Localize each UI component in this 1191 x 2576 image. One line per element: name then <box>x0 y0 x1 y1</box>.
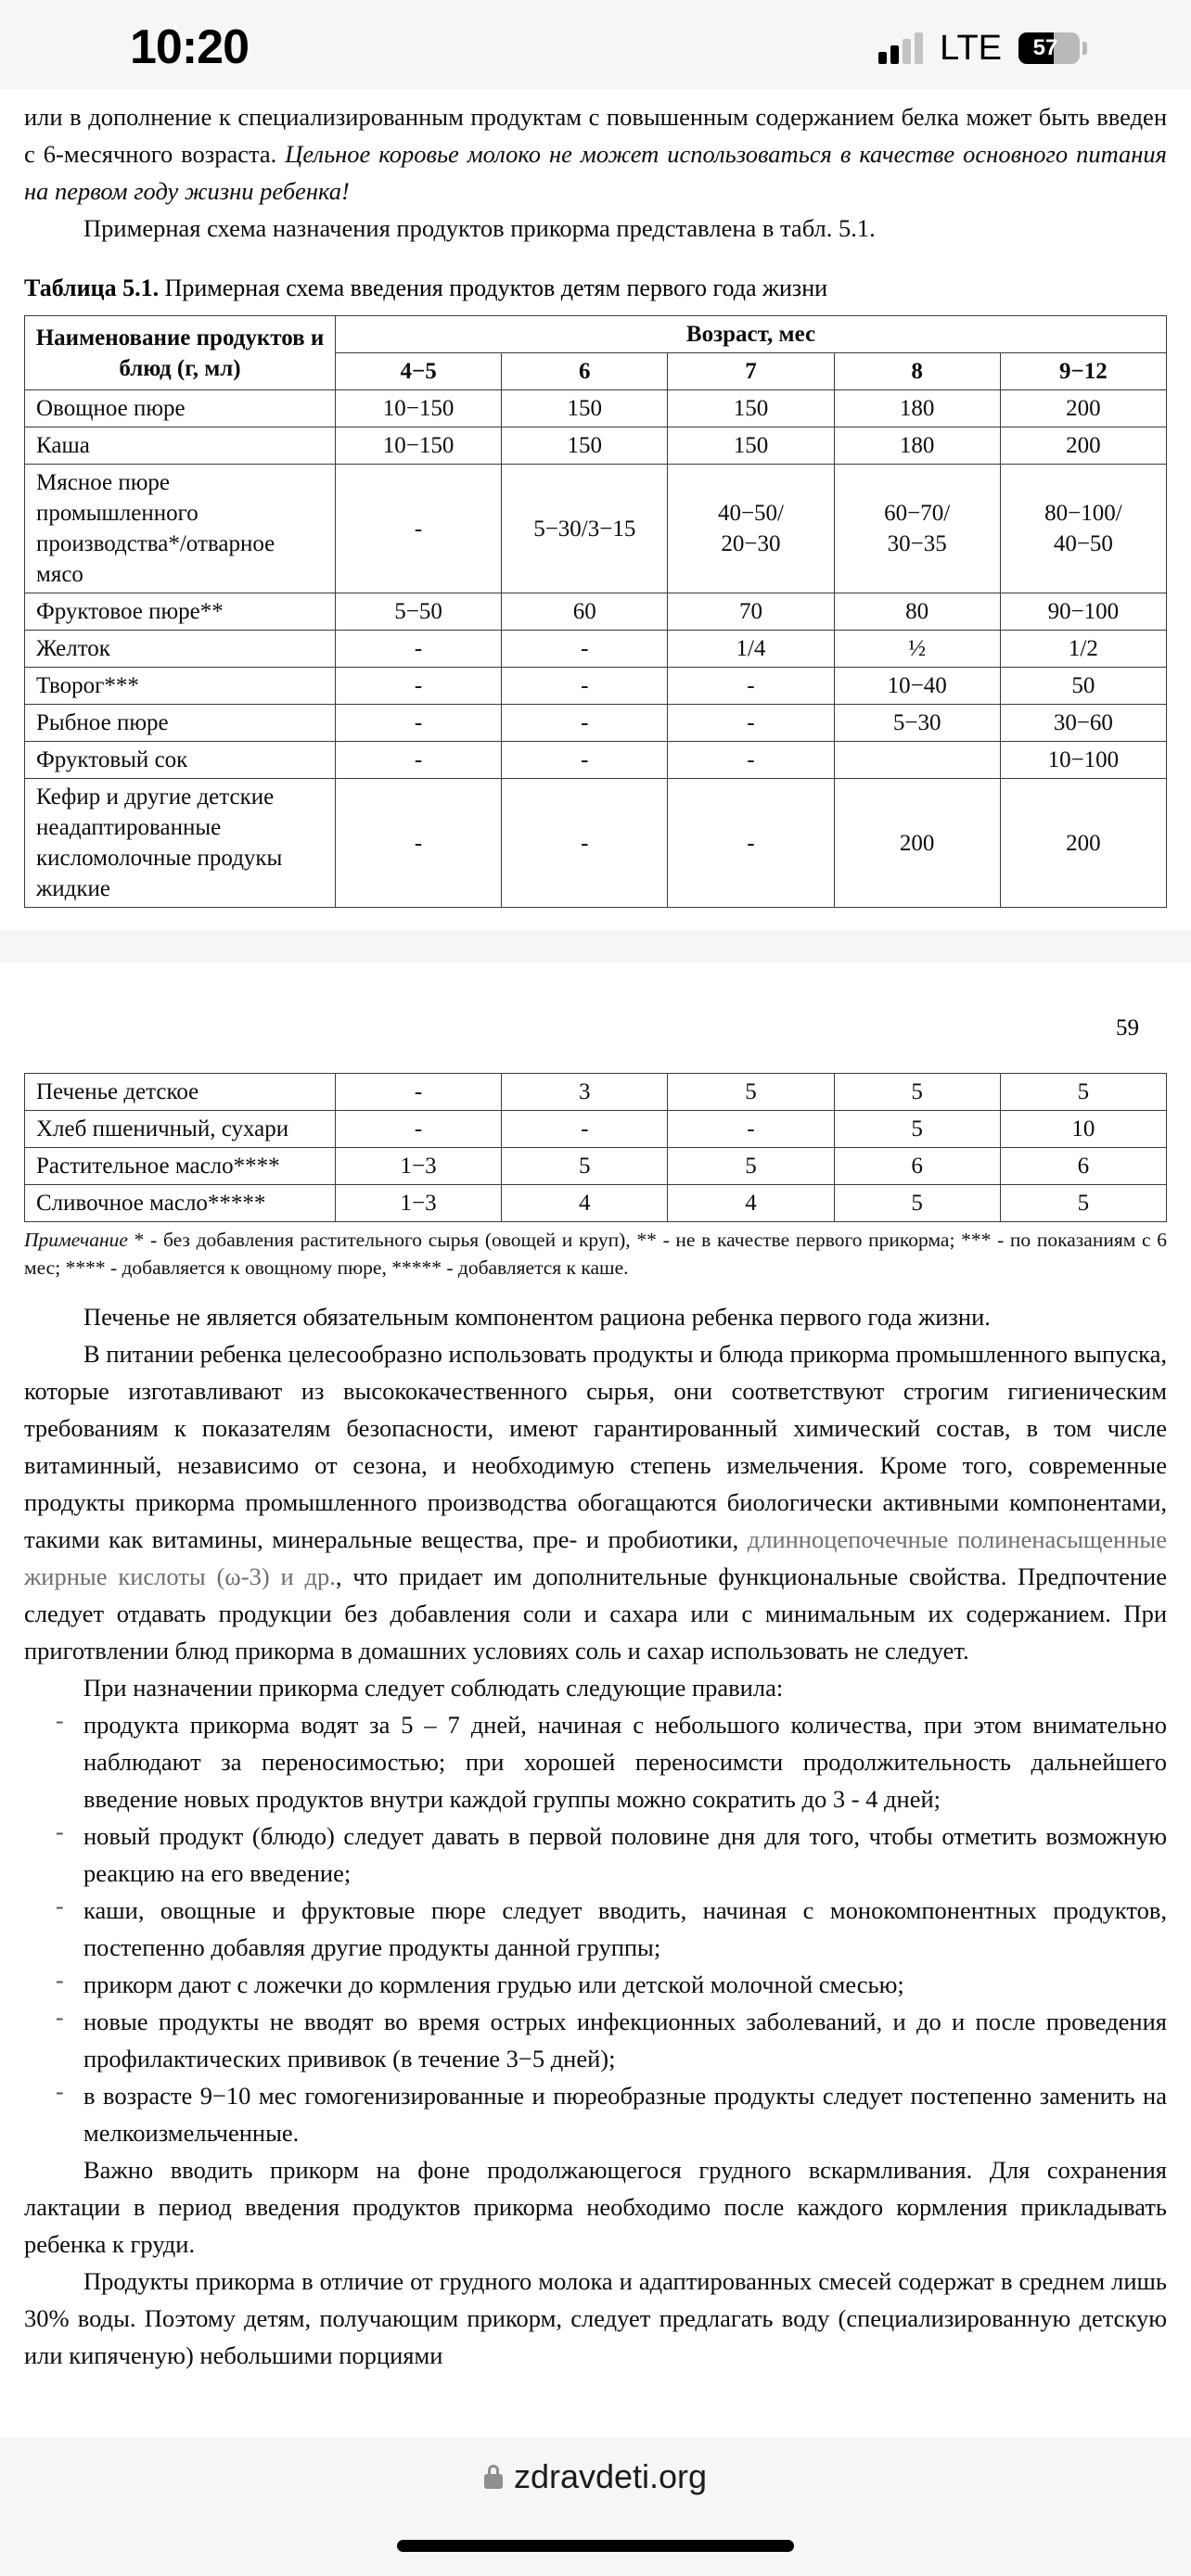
top-cell: - <box>502 668 668 705</box>
rule-list-item: - продукта прикорма водят за 5 – 7 дней, начиная с небольшого количества, при этом внимательно наблюдают за переносимостью; при хорошей переносимсти продолжительность дальнейшего введение новых продуктов внутри каждой группы можно сократить до 3 - 4 дней; <box>24 1706 1167 1817</box>
bottom-cell: - <box>502 1111 668 1148</box>
paragraph-water: Продукты прикорма в отличие от грудного молока и адаптированных смесей содержат в среднем лишь 30% воды. Поэтому детям, получающим прикорм, следует предлагать воду (специализированную детскую или кипяченую) небольшими порциями <box>24 2267 1167 2369</box>
top-cell: 1/4 <box>668 631 834 668</box>
table-row <box>25 779 1167 908</box>
table-caption-label: Таблица 5.1. <box>24 274 160 301</box>
top-cell: 30−60 <box>1000 705 1166 742</box>
rule-list-item: - новый продукт (блюдо) следует давать в первой половине дня для того, чтобы отметить возможную реакцию на его введение; <box>24 1817 1167 1892</box>
top-cell: 40−50/ 20−30 <box>668 465 834 593</box>
table-row <box>25 390 1167 427</box>
top-cell: 150 <box>502 427 668 465</box>
home-indicator[interactable] <box>397 2540 794 2552</box>
header-product-line1: Наименование продуктов и <box>35 325 325 351</box>
network-type-label: LTE <box>940 28 1002 68</box>
document-viewport[interactable] <box>0 89 1191 2411</box>
top-cell: 5−50 <box>336 593 502 631</box>
rule-list-item: - новые продукты не вводят во время острых инфекционных заболеваний, и до и после проведения профилактических прививок (в течение 3−5 дней); <box>24 2003 1167 2077</box>
footnote-text: * - без добавления растительного сырья (овощей и круп), ** - не в качестве первого прикорма; *** - по показаниям с 6 мес; **** - добавляется к овощному пюре, ***** - добавляется к каше. <box>24 1229 1167 1279</box>
bottom-product-name: Растительное масло**** <box>25 1148 336 1185</box>
top-product-name: Овощное пюре <box>25 390 336 427</box>
top-cell: 200 <box>1000 390 1166 427</box>
rules-list <box>24 1706 1167 2151</box>
bottom-cell: 5 <box>502 1148 668 1185</box>
top-cell: - <box>502 705 668 742</box>
top-cell: - <box>336 705 502 742</box>
top-cell: 80−100/ 40−50 <box>1000 465 1166 593</box>
top-cell: 5−30/3−15 <box>502 465 668 593</box>
table-row <box>25 1185 1167 1222</box>
table-caption-text: Примерная схема введения продуктов детям первого года жизни <box>159 274 828 301</box>
top-cell: 150 <box>668 427 834 465</box>
bottom-cell: 6 <box>834 1148 1000 1185</box>
bottom-cell: 5 <box>834 1111 1000 1148</box>
top-cell: - <box>502 631 668 668</box>
bottom-cell: - <box>336 1111 502 1148</box>
bottom-cell: 5 <box>1000 1074 1166 1111</box>
rule-list-item: - каши, овощные и фруктовые пюре следует вводить, начиная с монокомпонентных продуктов, постепенно добавляя другие продукты данной группы; <box>24 1892 1167 1966</box>
header-age-3: 8 <box>834 353 1000 390</box>
feeding-schedule-table-bottom <box>24 1073 1167 1222</box>
bottom-cell: 1−3 <box>336 1148 502 1185</box>
intro-italic-text: Цельное коровье молоко не может использоваться в качестве основного питания на первом году жизни ребенка! <box>24 140 1167 205</box>
intro-after-paragraph: Примерная схема назначения продуктов прикорма представлена в табл. 5.1. <box>83 214 876 242</box>
top-product-name: Фруктовый сок <box>25 742 336 779</box>
top-cell: 200 <box>834 779 1000 908</box>
bottom-cell: 4 <box>502 1185 668 1222</box>
table-row <box>25 1074 1167 1111</box>
page-separator <box>0 930 1191 963</box>
bottom-cell: 3 <box>502 1074 668 1111</box>
top-cell: - <box>668 705 834 742</box>
table-caption-51 <box>24 271 1167 306</box>
top-product-name: Каша <box>25 427 336 465</box>
top-cell: 1/2 <box>1000 631 1166 668</box>
top-cell: 10−100 <box>1000 742 1166 779</box>
paragraph-part-b: , что придает им дополнительные функциональные свойства. Предпочтение следует отдавать продукции без добавления соли и сахара или с минимальным их содержанием. При приготвлении блюд прикорма в домашних условиях соль и сахар использовать не следует. <box>24 1562 1167 1664</box>
footnote-label: Примечание <box>24 1229 128 1251</box>
browser-bottom-bar <box>0 2437 1191 2576</box>
lock-icon <box>484 2465 503 2489</box>
top-cell: 150 <box>502 390 668 427</box>
table-body-bottom <box>25 1074 1167 1222</box>
table-row <box>25 1111 1167 1148</box>
top-cell: 180 <box>834 390 1000 427</box>
bottom-cell: 4 <box>668 1185 834 1222</box>
table-header-row-1 <box>25 316 1167 353</box>
top-cell: 5−30 <box>834 705 1000 742</box>
table-row <box>25 668 1167 705</box>
table-row <box>25 593 1167 631</box>
top-cell: 10−150 <box>336 427 502 465</box>
table-row <box>25 465 1167 593</box>
table-footnote <box>24 1226 1167 1282</box>
url-label: zdravdeti.org <box>513 2457 708 2495</box>
header-age-0: 4−5 <box>336 353 502 390</box>
page-number: 59 <box>1116 1015 1139 1040</box>
header-age-1: 6 <box>502 353 668 390</box>
bottom-cell: 5 <box>834 1185 1000 1222</box>
top-cell: - <box>668 742 834 779</box>
top-product-name: Рыбное пюре <box>25 705 336 742</box>
bottom-cell: - <box>336 1074 502 1111</box>
table-row <box>25 427 1167 465</box>
top-cell: 10−40 <box>834 668 1000 705</box>
table-row <box>25 742 1167 779</box>
bottom-product-name: Сливочное масло***** <box>25 1185 336 1222</box>
top-cell: 200 <box>1000 427 1166 465</box>
top-cell: - <box>502 742 668 779</box>
top-cell: 90−100 <box>1000 593 1166 631</box>
paragraph-industrial-foods <box>24 1335 1167 1669</box>
header-product-name <box>25 316 336 390</box>
paragraph-breastfeeding: Важно вводить прикорм на фоне продолжающегося грудного вскармливания. Для сохранения лактации в период введения продуктов прикорма необходимо после каждого кормления прикладывать ребенка к груди. <box>24 2156 1167 2258</box>
battery-percent-label: 57 <box>1032 35 1058 60</box>
top-cell: 10−150 <box>336 390 502 427</box>
rule-list-item: - в возрасте 9−10 мес гомогенизированные и пюреобразные продукты следует постепенно заменить на мелкоизмельченные. <box>24 2077 1167 2151</box>
paragraph-part-a: В питании ребенка целесообразно использовать продукты и блюда прикорма промышленного выпуска, которые изготавливают из высококачественного сырья, они соответствуют строгим гигиеническим требованиям к показателям безопасности, имеют гарантированный химический состав, в том числе витаминный, независимо от сезона, и необходимую степень измельчения. Кроме того, современные продукты прикорма промышленного производства обогащаются биологически активными компонентами, такими как витамины, минеральные вещества, пре- и пробиотики, <box>24 1340 1167 1553</box>
status-bar <box>0 0 1191 89</box>
cellular-signal-icon <box>878 32 923 64</box>
top-cell: - <box>336 631 502 668</box>
top-cell: - <box>502 779 668 908</box>
table-body-top <box>25 390 1167 908</box>
document-page-bottom <box>0 963 1191 2411</box>
header-age-group: Возраст, мес <box>336 316 1167 353</box>
top-product-name: Мясное пюре промышленного производства*/отварное мясо <box>25 465 336 593</box>
top-cell: ½ <box>834 631 1000 668</box>
top-cell: 180 <box>834 427 1000 465</box>
top-cell: - <box>668 779 834 908</box>
battery-icon <box>1018 32 1087 64</box>
top-cell: 70 <box>668 593 834 631</box>
header-age-2: 7 <box>668 353 834 390</box>
top-product-name: Фруктовое пюре** <box>25 593 336 631</box>
top-cell <box>834 742 1000 779</box>
bottom-product-name: Печенье детское <box>25 1074 336 1111</box>
url-bar[interactable] <box>484 2457 707 2496</box>
header-product-line2: блюд (г, мл) <box>119 355 241 381</box>
paragraph-rules-intro: При назначении прикорма следует соблюдать следующие правила: <box>83 1674 784 1702</box>
top-product-name: Кефир и другие детские неадаптированные кисломолочные продукы жидкие <box>25 779 336 908</box>
status-bar-indicators <box>878 29 1087 69</box>
bottom-cell: 10 <box>1000 1111 1166 1148</box>
feeding-schedule-table-top <box>24 315 1167 908</box>
document-page-top <box>0 89 1191 930</box>
bottom-cell: 5 <box>668 1074 834 1111</box>
table-row <box>25 705 1167 742</box>
intro-paragraph <box>24 98 1167 210</box>
top-product-name: Творог*** <box>25 668 336 705</box>
top-cell: 60−70/ 30−35 <box>834 465 1000 593</box>
top-cell: 60 <box>502 593 668 631</box>
top-product-name: Желток <box>25 631 336 668</box>
top-cell: 200 <box>1000 779 1166 908</box>
table-row <box>25 631 1167 668</box>
bottom-cell: 1−3 <box>336 1185 502 1222</box>
status-bar-clock: 10:20 <box>130 20 249 74</box>
top-cell: 80 <box>834 593 1000 631</box>
paragraph-cookies: Печенье не является обязательным компонентом рациона ребенка первого года жизни. <box>83 1303 991 1331</box>
top-cell: 50 <box>1000 668 1166 705</box>
bottom-cell: 6 <box>1000 1148 1166 1185</box>
bottom-cell: - <box>668 1111 834 1148</box>
top-cell: 150 <box>668 390 834 427</box>
intro-text: или в дополнение к специализированным продуктам с повышенным содержанием белка может быть введен с 6-месячного возраста. <box>24 103 1167 168</box>
bottom-cell: 5 <box>834 1074 1000 1111</box>
top-cell: - <box>336 779 502 908</box>
top-cell: - <box>668 668 834 705</box>
header-age-4: 9−12 <box>1000 353 1166 390</box>
bottom-cell: 5 <box>668 1148 834 1185</box>
paragraph-part-faded: длинноцепочечные полиненасыщенные жирные кислоты (ω-3) и др. <box>24 1525 1167 1590</box>
top-cell: - <box>336 742 502 779</box>
top-cell: - <box>336 465 502 593</box>
bottom-cell: 5 <box>1000 1185 1166 1222</box>
rule-list-item: - прикорм дают с ложечки до кормления грудью или детской молочной смесью; <box>24 1966 1167 2003</box>
table-row <box>25 1148 1167 1185</box>
bottom-product-name: Хлеб пшеничный, сухари <box>25 1111 336 1148</box>
top-cell: - <box>336 668 502 705</box>
